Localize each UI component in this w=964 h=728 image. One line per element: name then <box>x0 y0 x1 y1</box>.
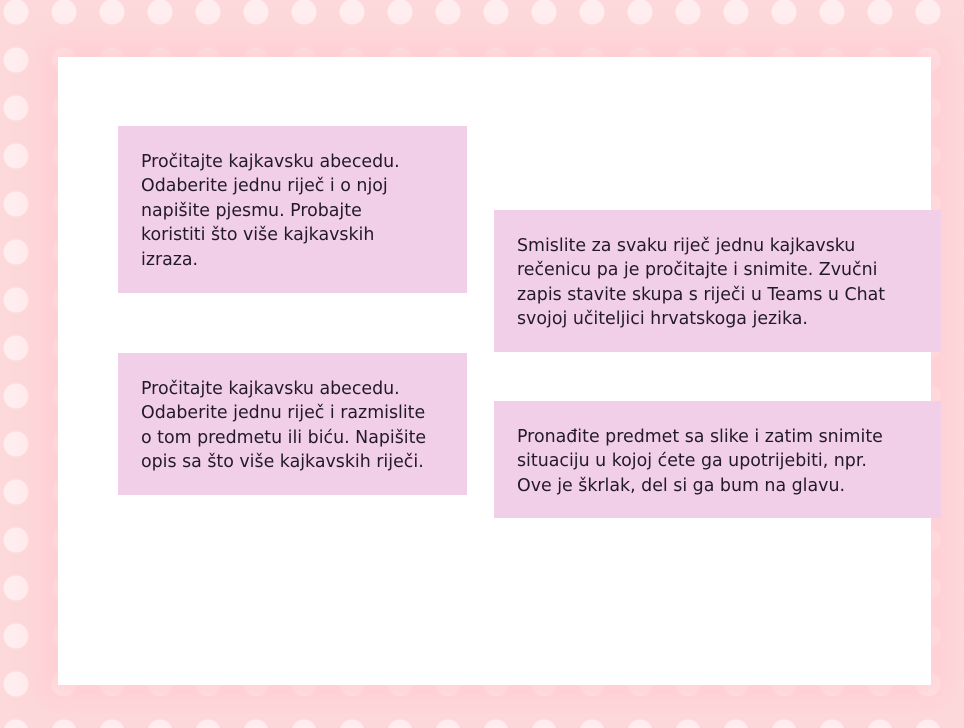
card-text-line: Pronađite predmet sa slike i zatim snimite <box>517 427 883 447</box>
card-text-line: Ove je škrlak, del si ga bum na glavu. <box>517 475 846 496</box>
card-text-line: rečenicu pa je pročitajte i snimite. Zvučni <box>517 260 878 281</box>
card-text-line: o tom predmetu ili biću. Napišite <box>141 427 427 448</box>
task-card-write-description <box>118 353 467 495</box>
card-text-line: Odaberite jednu riječ i razmislite <box>141 403 426 424</box>
card-text-line: opis sa što više kajkavskih riječi. <box>141 452 424 473</box>
card-text-line: napišite pjesmu. Probajte <box>141 200 362 221</box>
card-text-line: Odaberite jednu riječ i o njoj <box>141 176 388 197</box>
task-card-write-poem <box>118 126 467 293</box>
card-text-line: Pročitajte kajkavsku abecedu. <box>141 152 400 172</box>
card-text-line: Smislite za svaku riječ jednu kajkavsku <box>517 236 856 256</box>
card-text-line: situaciju u kojoj ćete ga upotrijebiti, npr. <box>517 451 867 472</box>
card-text-line: koristiti što više kajkavskih <box>141 225 375 246</box>
card-text-line: zapis stavite skupa s riječi u Teams u Chat <box>517 284 886 305</box>
task-card-record-sentence <box>494 210 941 352</box>
card-text-line: izraza. <box>141 249 199 270</box>
card-text-line: Pročitajte kajkavsku abecedu. <box>141 379 400 399</box>
task-card-record-situation <box>494 401 941 518</box>
card-text-line: svojoj učiteljici hrvatskoga jezika. <box>517 309 808 330</box>
